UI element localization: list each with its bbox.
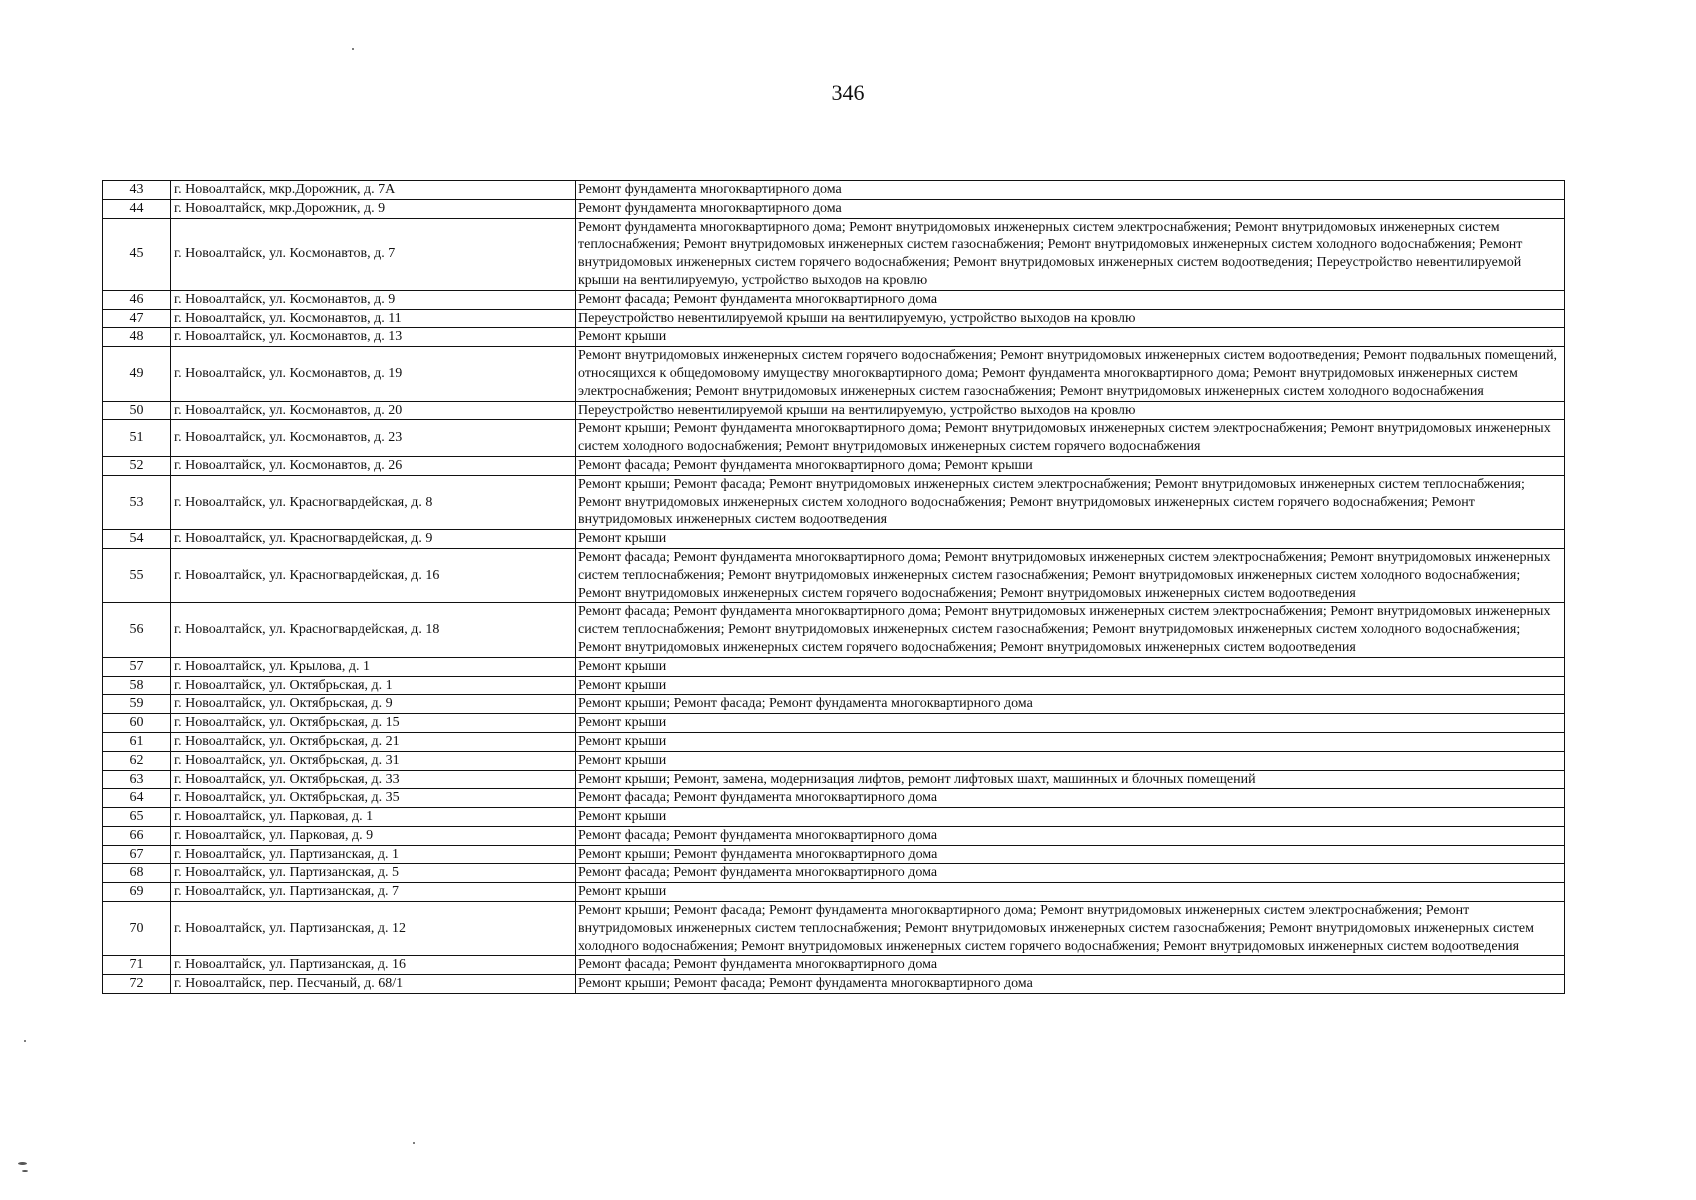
row-number-cell: 57 [103, 657, 171, 676]
repair-works-cell: Ремонт фасада; Ремонт фундамента многоквартирного дома [576, 864, 1565, 883]
address-cell: г. Новоалтайск, ул. Космонавтов, д. 7 [171, 218, 576, 290]
table-row [103, 975, 1565, 994]
address-cell: г. Новоалтайск, ул. Партизанская, д. 16 [171, 956, 576, 975]
address-cell: г. Новоалтайск, ул. Октябрьская, д. 15 [171, 714, 576, 733]
repair-works-cell: Ремонт крыши [576, 657, 1565, 676]
repair-works-cell: Ремонт крыши [576, 751, 1565, 770]
address-cell: г. Новоалтайск, ул. Космонавтов, д. 23 [171, 420, 576, 457]
address-cell: г. Новоалтайск, ул. Партизанская, д. 5 [171, 864, 576, 883]
address-cell: г. Новоалтайск, ул. Красногвардейская, д. 9 [171, 530, 576, 549]
repair-works-cell: Ремонт крыши [576, 714, 1565, 733]
table-row [103, 475, 1565, 529]
table-row [103, 181, 1565, 200]
address-cell: г. Новоалтайск, ул. Красногвардейская, д. 16 [171, 548, 576, 602]
repair-works-cell: Ремонт крыши [576, 676, 1565, 695]
table-row [103, 732, 1565, 751]
repair-works-cell: Переустройство невентилируемой крыши на вентилируемую, устройство выходов на кровлю [576, 309, 1565, 328]
row-number-cell: 47 [103, 309, 171, 328]
repair-works-cell: Ремонт фасада; Ремонт фундамента многоквартирного дома; Ремонт крыши [576, 456, 1565, 475]
table-row [103, 714, 1565, 733]
table-row [103, 864, 1565, 883]
address-cell: г. Новоалтайск, ул. Партизанская, д. 1 [171, 845, 576, 864]
address-cell: г. Новоалтайск, ул. Октябрьская, д. 35 [171, 789, 576, 808]
scan-speck [413, 1142, 415, 1144]
row-number-cell: 71 [103, 956, 171, 975]
repair-works-cell: Ремонт крыши [576, 530, 1565, 549]
table-row [103, 808, 1565, 827]
repair-works-cell: Ремонт фасада; Ремонт фундамента многоквартирного дома [576, 956, 1565, 975]
scan-speck [22, 1170, 28, 1172]
table-row [103, 956, 1565, 975]
address-cell: г. Новоалтайск, ул. Партизанская, д. 7 [171, 883, 576, 902]
address-cell: г. Новоалтайск, ул. Космонавтов, д. 11 [171, 309, 576, 328]
row-number-cell: 60 [103, 714, 171, 733]
row-number-cell: 54 [103, 530, 171, 549]
address-cell: г. Новоалтайск, мкр.Дорожник, д. 7А [171, 181, 576, 200]
address-cell: г. Новоалтайск, ул. Космонавтов, д. 13 [171, 328, 576, 347]
table-row [103, 826, 1565, 845]
repair-works-cell: Ремонт крыши [576, 883, 1565, 902]
row-number-cell: 68 [103, 864, 171, 883]
repair-works-cell: Ремонт крыши [576, 328, 1565, 347]
repair-works-cell: Ремонт внутридомовых инженерных систем горячего водоснабжения; Ремонт внутридомовых инженерных систем водоотведения; Ремонт подвальных помещений, относящихся к общедомовому имуществу многоквартирного дома; Ремонт фундамента многоквартирного дома; Ремонт внутридомовых инженерных систем электроснабжения; Ремонт внутридомовых инженерных систем газоснабжения; Ремонт внутридомовых инженерных систем холодного водоснабжения [576, 347, 1565, 401]
address-cell: г. Новоалтайск, мкр.Дорожник, д. 9 [171, 199, 576, 218]
page-number: 346 [831, 80, 865, 105]
repair-works-cell: Ремонт крыши; Ремонт фундамента многоквартирного дома; Ремонт внутридомовых инженерных систем электроснабжения; Ремонт внутридомовых инженерных систем холодного водоснабжения; Ремонт внутридомовых инженерных систем горячего водоснабжения [576, 420, 1565, 457]
table-row [103, 456, 1565, 475]
row-number-cell: 53 [103, 475, 171, 529]
repair-works-cell: Ремонт фундамента многоквартирного дома [576, 199, 1565, 218]
repair-works-cell: Ремонт крыши; Ремонт фундамента многоквартирного дома [576, 845, 1565, 864]
address-cell: г. Новоалтайск, ул. Партизанская, д. 12 [171, 902, 576, 956]
row-number-cell: 45 [103, 218, 171, 290]
row-number-cell: 69 [103, 883, 171, 902]
row-number-cell: 70 [103, 902, 171, 956]
repair-works-cell: Ремонт фундамента многоквартирного дома; Ремонт внутридомовых инженерных систем электроснабжения; Ремонт внутридомовых инженерных систем теплоснабжения; Ремонт внутридомовых инженерных систем газоснабжения; Ремонт внутридомовых инженерных систем холодного водоснабжения; Ремонт внутридомовых инженерных систем горячего водоснабжения; Ремонт внутридомовых инженерных систем водоотведения; Переустройство невентилируемой крыши на вентилируемую, устройство выходов на кровлю [576, 218, 1565, 290]
address-cell: г. Новоалтайск, ул. Красногвардейская, д. 18 [171, 603, 576, 657]
table-row [103, 420, 1565, 457]
table-row [103, 789, 1565, 808]
table-row [103, 530, 1565, 549]
repair-works-cell: Ремонт фасада; Ремонт фундамента многоквартирного дома [576, 290, 1565, 309]
row-number-cell: 46 [103, 290, 171, 309]
scan-speck [18, 1162, 27, 1165]
address-cell: г. Новоалтайск, ул. Космонавтов, д. 9 [171, 290, 576, 309]
table-body [103, 181, 1565, 994]
table-row [103, 290, 1565, 309]
repair-works-cell: Ремонт крыши; Ремонт фасада; Ремонт фундамента многоквартирного дома [576, 975, 1565, 994]
row-number-cell: 65 [103, 808, 171, 827]
repair-works-cell: Ремонт крыши; Ремонт фасада; Ремонт фундамента многоквартирного дома; Ремонт внутридомовых инженерных систем электроснабжения; Ремонт внутридомовых инженерных систем теплоснабжения; Ремонт внутридомовых инженерных систем газоснабжения; Ремонт внутридомовых инженерных систем холодного водоснабжения; Ремонт внутридомовых инженерных систем горячего водоснабжения; Ремонт внутридомовых инженерных систем водоотведения [576, 902, 1565, 956]
row-number-cell: 59 [103, 695, 171, 714]
address-cell: г. Новоалтайск, ул. Парковая, д. 9 [171, 826, 576, 845]
address-cell: г. Новоалтайск, ул. Октябрьская, д. 1 [171, 676, 576, 695]
repair-works-cell: Ремонт крыши; Ремонт, замена, модернизация лифтов, ремонт лифтовых шахт, машинных и блочных помещений [576, 770, 1565, 789]
row-number-cell: 61 [103, 732, 171, 751]
address-cell: г. Новоалтайск, пер. Песчаный, д. 68/1 [171, 975, 576, 994]
table-row [103, 845, 1565, 864]
repair-works-cell: Ремонт крыши [576, 808, 1565, 827]
table-row [103, 695, 1565, 714]
row-number-cell: 62 [103, 751, 171, 770]
repair-works-table [102, 180, 1565, 994]
address-cell: г. Новоалтайск, ул. Красногвардейская, д. 8 [171, 475, 576, 529]
scan-speck [24, 1040, 26, 1042]
table-row [103, 676, 1565, 695]
repair-works-cell: Ремонт фундамента многоквартирного дома [576, 181, 1565, 200]
address-cell: г. Новоалтайск, ул. Космонавтов, д. 19 [171, 347, 576, 401]
address-cell: г. Новоалтайск, ул. Космонавтов, д. 20 [171, 401, 576, 420]
row-number-cell: 64 [103, 789, 171, 808]
table-row [103, 548, 1565, 602]
row-number-cell: 48 [103, 328, 171, 347]
address-cell: г. Новоалтайск, ул. Парковая, д. 1 [171, 808, 576, 827]
table-row [103, 347, 1565, 401]
row-number-cell: 50 [103, 401, 171, 420]
row-number-cell: 72 [103, 975, 171, 994]
table-row [103, 883, 1565, 902]
row-number-cell: 66 [103, 826, 171, 845]
row-number-cell: 43 [103, 181, 171, 200]
address-cell: г. Новоалтайск, ул. Октябрьская, д. 31 [171, 751, 576, 770]
table-row [103, 309, 1565, 328]
address-cell: г. Новоалтайск, ул. Октябрьская, д. 21 [171, 732, 576, 751]
row-number-cell: 49 [103, 347, 171, 401]
repair-works-cell: Ремонт крыши; Ремонт фасада; Ремонт внутридомовых инженерных систем электроснабжения; Ремонт внутридомовых инженерных систем теплоснабжения; Ремонт внутридомовых инженерных систем холодного водоснабжения; Ремонт внутридомовых инженерных систем горячего водоснабжения; Ремонт внутридомовых инженерных систем водоотведения [576, 475, 1565, 529]
repair-works-cell: Ремонт крыши; Ремонт фасада; Ремонт фундамента многоквартирного дома [576, 695, 1565, 714]
address-cell: г. Новоалтайск, ул. Октябрьская, д. 9 [171, 695, 576, 714]
table-row [103, 603, 1565, 657]
table-row [103, 657, 1565, 676]
repair-works-cell: Ремонт крыши [576, 732, 1565, 751]
table-row [103, 328, 1565, 347]
row-number-cell: 55 [103, 548, 171, 602]
row-number-cell: 51 [103, 420, 171, 457]
address-cell: г. Новоалтайск, ул. Крылова, д. 1 [171, 657, 576, 676]
row-number-cell: 56 [103, 603, 171, 657]
repair-works-cell: Ремонт фасада; Ремонт фундамента многоквартирного дома; Ремонт внутридомовых инженерных систем электроснабжения; Ремонт внутридомовых инженерных систем теплоснабжения; Ремонт внутридомовых инженерных систем газоснабжения; Ремонт внутридомовых инженерных систем холодного водоснабжения; Ремонт внутридомовых инженерных систем горячего водоснабжения; Ремонт внутридомовых инженерных систем водоотведения [576, 548, 1565, 602]
repair-works-cell: Ремонт фасада; Ремонт фундамента многоквартирного дома [576, 826, 1565, 845]
row-number-cell: 63 [103, 770, 171, 789]
table-row [103, 770, 1565, 789]
scan-speck [352, 48, 354, 50]
repair-works-cell: Ремонт фасада; Ремонт фундамента многоквартирного дома [576, 789, 1565, 808]
table-row [103, 751, 1565, 770]
table-row [103, 199, 1565, 218]
repair-works-cell: Ремонт фасада; Ремонт фундамента многоквартирного дома; Ремонт внутридомовых инженерных систем электроснабжения; Ремонт внутридомовых инженерных систем теплоснабжения; Ремонт внутридомовых инженерных систем газоснабжения; Ремонт внутридомовых инженерных систем холодного водоснабжения; Ремонт внутридомовых инженерных систем горячего водоснабжения; Ремонт внутридомовых инженерных систем водоотведения [576, 603, 1565, 657]
table-row [103, 218, 1565, 290]
repair-works-cell: Переустройство невентилируемой крыши на вентилируемую, устройство выходов на кровлю [576, 401, 1565, 420]
row-number-cell: 58 [103, 676, 171, 695]
table-row [103, 401, 1565, 420]
row-number-cell: 44 [103, 199, 171, 218]
address-cell: г. Новоалтайск, ул. Космонавтов, д. 26 [171, 456, 576, 475]
row-number-cell: 52 [103, 456, 171, 475]
row-number-cell: 67 [103, 845, 171, 864]
table-row [103, 902, 1565, 956]
address-cell: г. Новоалтайск, ул. Октябрьская, д. 33 [171, 770, 576, 789]
